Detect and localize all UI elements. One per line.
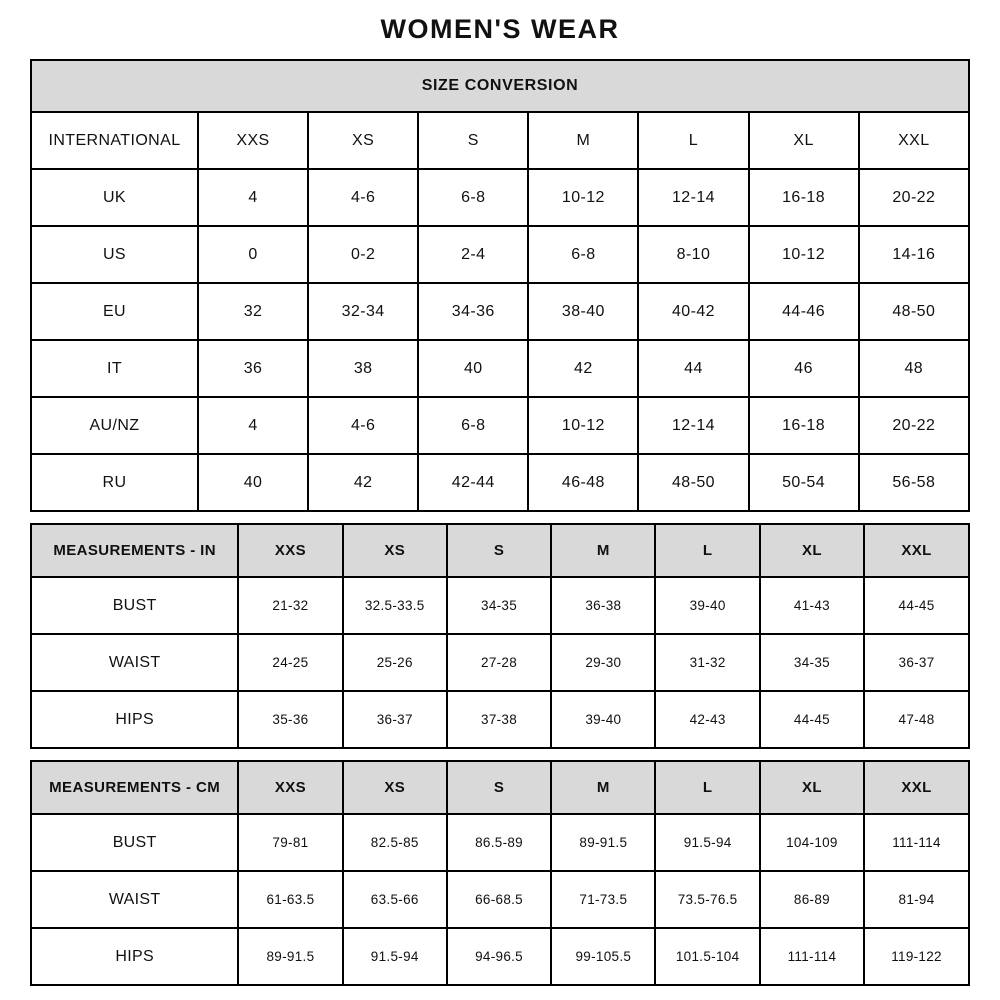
size-conversion-cell-us-l: 8-10 (638, 226, 748, 283)
measurements-in-size-header-s: S (447, 524, 551, 577)
size-conversion-label-eu: EU (31, 283, 198, 340)
measurements-in-cell-hips-s: 37-38 (447, 691, 551, 748)
size-conversion-cell-it-xs: 38 (308, 340, 418, 397)
measurements-cm-size-header-s: S (447, 761, 551, 814)
size-conversion-cell-us-xl: 10-12 (749, 226, 859, 283)
size-conversion-cell-eu-xxl: 48-50 (859, 283, 969, 340)
measurements-cm-cell-waist-xs: 63.5-66 (343, 871, 447, 928)
measurements-in-row-waist (31, 634, 969, 691)
page-title: WOMEN'S WEAR (380, 14, 620, 44)
size-conversion-table (30, 59, 970, 512)
size-conversion-body (31, 60, 969, 511)
size-conversion-cell-ru-xs: 42 (308, 454, 418, 511)
measurements-cm-cell-waist-xxs: 61-63.5 (238, 871, 342, 928)
measurements-cm-label-bust: BUST (31, 814, 238, 871)
size-conversion-cell-eu-xxs: 32 (198, 283, 308, 340)
measurements-in-cell-bust-xl: 41-43 (760, 577, 864, 634)
size-conversion-row-us (31, 226, 969, 283)
size-conversion-cell-au-nz-xs: 4-6 (308, 397, 418, 454)
measurements-in-size-header-l: L (655, 524, 759, 577)
measurements-in-cell-hips-m: 39-40 (551, 691, 655, 748)
measurements-cm-size-header-m: M (551, 761, 655, 814)
measurements-cm-size-header-xs: XS (343, 761, 447, 814)
size-conversion-cell-au-nz-xl: 16-18 (749, 397, 859, 454)
size-conversion-cell-eu-l: 40-42 (638, 283, 748, 340)
measurements-cm-label-hips: HIPS (31, 928, 238, 985)
measurements-in-row-bust (31, 577, 969, 634)
size-conversion-cell-au-nz-m: 10-12 (528, 397, 638, 454)
measurements-cm-cell-hips-xs: 91.5-94 (343, 928, 447, 985)
size-conversion-cell-us-xs: 0-2 (308, 226, 418, 283)
measurements-cm-cell-bust-xxl: 111-114 (864, 814, 969, 871)
size-conversion-cell-uk-l: 12-14 (638, 169, 748, 226)
measurements-in-cell-hips-xl: 44-45 (760, 691, 864, 748)
measurements-in-label-hips: HIPS (31, 691, 238, 748)
measurements-cm-table (30, 760, 970, 986)
measurements-in-cell-waist-xxl: 36-37 (864, 634, 969, 691)
size-conversion-cell-it-xxs: 36 (198, 340, 308, 397)
measurements-in-cell-bust-xxs: 21-32 (238, 577, 342, 634)
measurements-cm-cell-waist-s: 66-68.5 (447, 871, 551, 928)
size-conversion-cell-uk-m: 10-12 (528, 169, 638, 226)
measurements-in-cell-hips-xs: 36-37 (343, 691, 447, 748)
size-conversion-row-uk (31, 169, 969, 226)
size-conversion-cell-uk-xxs: 4 (198, 169, 308, 226)
measurements-cm-body (31, 761, 969, 985)
size-conversion-row-au-nz (31, 397, 969, 454)
size-conversion-header-label: INTERNATIONAL (31, 112, 198, 169)
measurements-cm-row-hips (31, 928, 969, 985)
size-conversion-size-header-m: M (528, 112, 638, 169)
measurements-cm-cell-waist-xxl: 81-94 (864, 871, 969, 928)
size-conversion-row-it (31, 340, 969, 397)
measurements-cm-size-header-xxl: XXL (864, 761, 969, 814)
size-conversion-cell-au-nz-xxs: 4 (198, 397, 308, 454)
measurements-in-cell-waist-l: 31-32 (655, 634, 759, 691)
measurements-in-cell-waist-s: 27-28 (447, 634, 551, 691)
measurements-in-cell-hips-l: 42-43 (655, 691, 759, 748)
measurements-cm-cell-hips-l: 101.5-104 (655, 928, 759, 985)
measurements-in-cell-waist-xl: 34-35 (760, 634, 864, 691)
size-conversion-size-header-xxs: XXS (198, 112, 308, 169)
size-conversion-cell-ru-xxs: 40 (198, 454, 308, 511)
measurements-in-cell-waist-xs: 25-26 (343, 634, 447, 691)
measurements-cm-cell-hips-s: 94-96.5 (447, 928, 551, 985)
measurements-cm-header-row (31, 761, 969, 814)
measurements-cm-cell-bust-xxs: 79-81 (238, 814, 342, 871)
measurements-in-cell-waist-xxs: 24-25 (238, 634, 342, 691)
measurements-in-label-bust: BUST (31, 577, 238, 634)
size-conversion-cell-us-xxs: 0 (198, 226, 308, 283)
measurements-in-header-label: MEASUREMENTS - IN (31, 524, 238, 577)
measurements-in-cell-bust-xs: 32.5-33.5 (343, 577, 447, 634)
measurements-cm-cell-hips-xxl: 119-122 (864, 928, 969, 985)
measurements-cm-cell-hips-xxs: 89-91.5 (238, 928, 342, 985)
measurements-in-label-waist: WAIST (31, 634, 238, 691)
measurements-in-header-row (31, 524, 969, 577)
measurements-in-cell-waist-m: 29-30 (551, 634, 655, 691)
measurements-in-cell-bust-s: 34-35 (447, 577, 551, 634)
measurements-in-body (31, 524, 969, 748)
size-conversion-size-header-xxl: XXL (859, 112, 969, 169)
size-conversion-header-row (31, 112, 969, 169)
measurements-in-cell-hips-xxl: 47-48 (864, 691, 969, 748)
measurements-cm-cell-bust-xl: 104-109 (760, 814, 864, 871)
measurements-in-size-header-xxl: XXL (864, 524, 969, 577)
measurements-in-row-hips (31, 691, 969, 748)
measurements-cm-cell-hips-m: 99-105.5 (551, 928, 655, 985)
size-conversion-cell-it-xl: 46 (749, 340, 859, 397)
size-conversion-size-header-s: S (418, 112, 528, 169)
measurements-cm-size-header-l: L (655, 761, 759, 814)
size-conversion-label-au-nz: AU/NZ (31, 397, 198, 454)
measurements-in-cell-bust-m: 36-38 (551, 577, 655, 634)
size-conversion-cell-it-m: 42 (528, 340, 638, 397)
measurements-in-size-header-xxs: XXS (238, 524, 342, 577)
measurements-cm-row-waist (31, 871, 969, 928)
measurements-cm-cell-bust-l: 91.5-94 (655, 814, 759, 871)
size-conversion-cell-uk-xl: 16-18 (749, 169, 859, 226)
measurements-cm-cell-waist-m: 71-73.5 (551, 871, 655, 928)
size-conversion-title-row (31, 60, 969, 112)
size-conversion-cell-us-xxl: 14-16 (859, 226, 969, 283)
measurements-cm-size-header-xl: XL (760, 761, 864, 814)
size-conversion-label-uk: UK (31, 169, 198, 226)
size-conversion-cell-ru-s: 42-44 (418, 454, 528, 511)
size-conversion-cell-eu-m: 38-40 (528, 283, 638, 340)
measurements-cm-cell-bust-m: 89-91.5 (551, 814, 655, 871)
size-conversion-cell-ru-l: 48-50 (638, 454, 748, 511)
measurements-cm-size-header-xxs: XXS (238, 761, 342, 814)
size-conversion-size-header-xl: XL (749, 112, 859, 169)
measurements-in-table (30, 523, 970, 749)
size-conversion-cell-eu-s: 34-36 (418, 283, 528, 340)
size-conversion-cell-it-l: 44 (638, 340, 748, 397)
size-conversion-cell-uk-xs: 4-6 (308, 169, 418, 226)
size-conversion-title: SIZE CONVERSION (31, 60, 969, 112)
size-conversion-cell-au-nz-l: 12-14 (638, 397, 748, 454)
measurements-in-cell-hips-xxs: 35-36 (238, 691, 342, 748)
size-conversion-cell-it-s: 40 (418, 340, 528, 397)
measurements-cm-cell-waist-l: 73.5-76.5 (655, 871, 759, 928)
measurements-in-cell-bust-l: 39-40 (655, 577, 759, 634)
measurements-cm-cell-bust-xs: 82.5-85 (343, 814, 447, 871)
size-conversion-row-eu (31, 283, 969, 340)
size-conversion-label-us: US (31, 226, 198, 283)
measurements-cm-cell-hips-xl: 111-114 (760, 928, 864, 985)
size-conversion-cell-uk-xxl: 20-22 (859, 169, 969, 226)
measurements-in-size-header-xs: XS (343, 524, 447, 577)
size-conversion-cell-ru-xxl: 56-58 (859, 454, 969, 511)
size-conversion-cell-us-s: 2-4 (418, 226, 528, 283)
size-conversion-cell-au-nz-xxl: 20-22 (859, 397, 969, 454)
size-conversion-size-header-xs: XS (308, 112, 418, 169)
measurements-in-size-header-m: M (551, 524, 655, 577)
size-conversion-cell-eu-xs: 32-34 (308, 283, 418, 340)
measurements-cm-cell-waist-xl: 86-89 (760, 871, 864, 928)
size-conversion-label-ru: RU (31, 454, 198, 511)
size-conversion-cell-ru-m: 46-48 (528, 454, 638, 511)
size-conversion-cell-it-xxl: 48 (859, 340, 969, 397)
measurements-cm-cell-bust-s: 86.5-89 (447, 814, 551, 871)
size-conversion-cell-ru-xl: 50-54 (749, 454, 859, 511)
size-conversion-cell-us-m: 6-8 (528, 226, 638, 283)
size-conversion-cell-au-nz-s: 6-8 (418, 397, 528, 454)
measurements-cm-label-waist: WAIST (31, 871, 238, 928)
size-conversion-row-ru (31, 454, 969, 511)
size-conversion-cell-eu-xl: 44-46 (749, 283, 859, 340)
size-conversion-label-it: IT (31, 340, 198, 397)
measurements-cm-header-label: MEASUREMENTS - CM (31, 761, 238, 814)
measurements-in-size-header-xl: XL (760, 524, 864, 577)
size-conversion-size-header-l: L (638, 112, 748, 169)
size-conversion-cell-uk-s: 6-8 (418, 169, 528, 226)
measurements-in-cell-bust-xxl: 44-45 (864, 577, 969, 634)
measurements-cm-row-bust (31, 814, 969, 871)
